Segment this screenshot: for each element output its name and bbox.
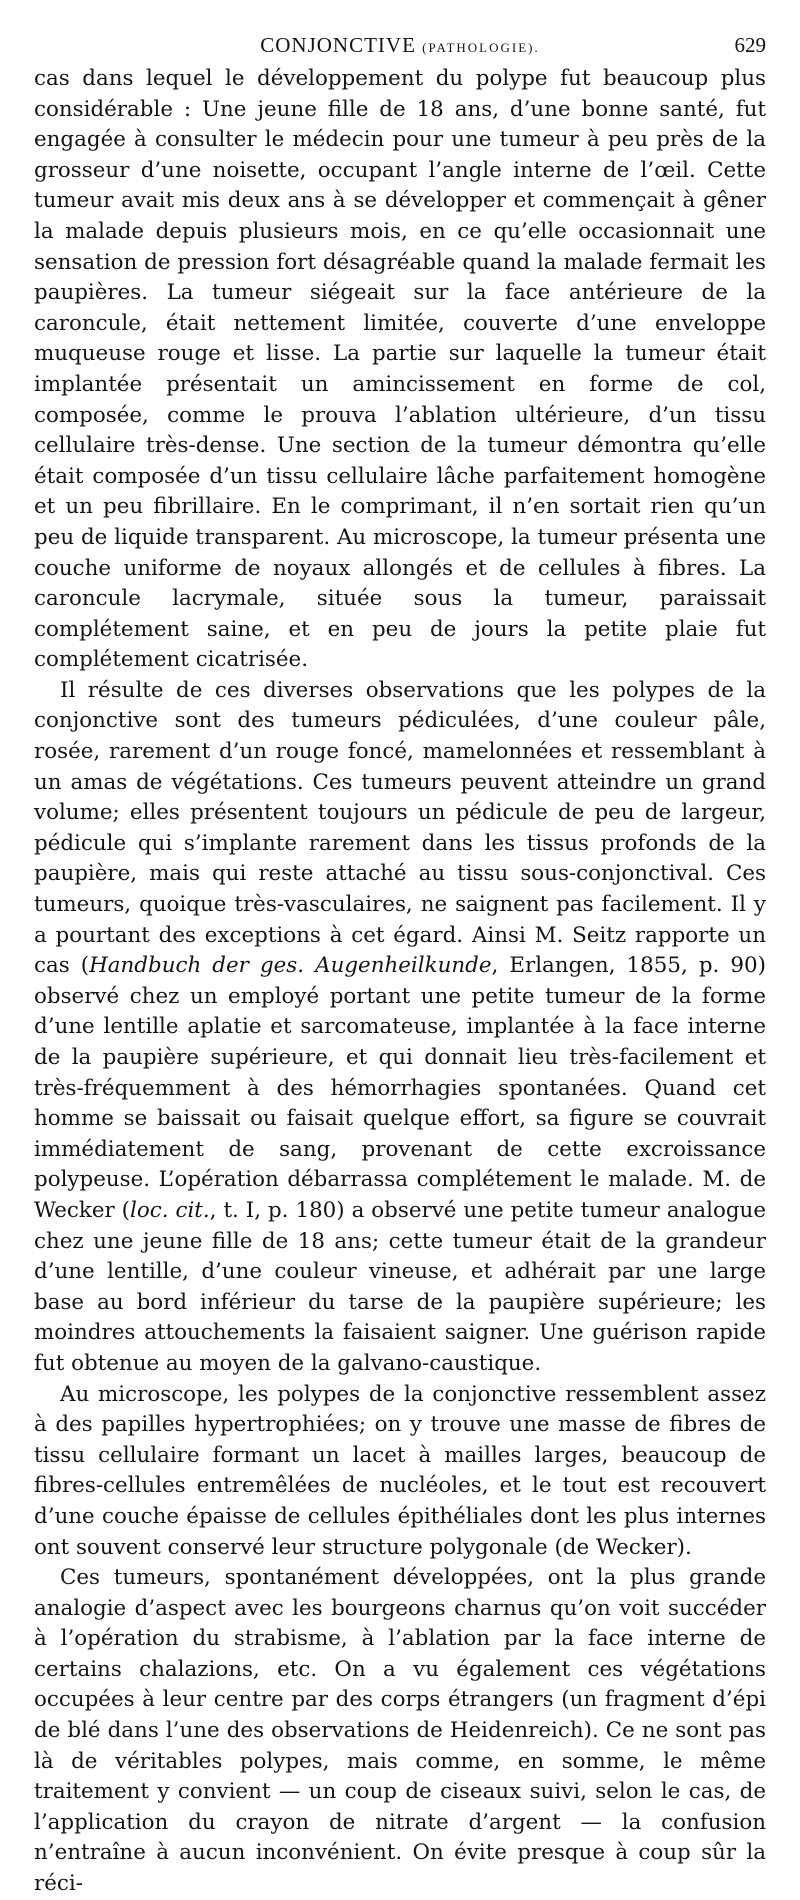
text-run: Ces tumeurs, spontanément développées, ont la plus grande analogie d’aspect avec les bourgeons charnus qu’on voit succéder à l’opération du strabisme, à l’ablation par la face interne de certains chalazions, etc. On a vu également ces végétations occupées à leur centre par des corps étrangers (un fragment d’épi de blé dans l’une des observations de Heidenreich). Ce ne sont pas là de véritables polypes, mais comme, en somme, le même traitement y convient — un coup de ciseaux suivi, selon le cas, de l’application du crayon de nitrate d’argent — la confusion n’entraîne à aucun inconvénient. On évite presque à coup sûr la réci- (34, 1565, 766, 1897)
paragraph-3 (34, 1380, 766, 1564)
body-text (34, 64, 766, 1900)
paragraph-1 (34, 64, 766, 676)
running-head (34, 26, 766, 64)
page-number: 629 (734, 33, 766, 57)
text-run: Au microscope, les polypes de la conjonctive ressemblent assez à des papilles hypertrophiées; on y trouve une masse de fibres de tissu cellulaire formant un lacet à mailles larges, beaucoup de fibres-cellules entremêlées de nucléoles, et le tout est recouvert d’une couche épaisse de cellules épithéliales dont les plus internes ont souvent conservé leur structure polygonale (de Wecker). (34, 1381, 766, 1560)
text-run: cas dans lequel le développement du polype fut beaucoup plus considérable : Une jeune fille de 18 ans, d’une bonne santé, fut engagée à consulter le médecin pour une tumeur à peu près de la grosseur d’une noisette, occupant l’angle interne de l’œil. Cette tumeur avait mis deux ans à se développer et commençait à gêner la malade depuis plusieurs mois, en ce qu’elle occasionnait une sensation de pression fort désagréable quand la malade fermait les paupières. La tumeur siégeait sur la face antérieure de la caroncule, était nettement limitée, couverte d’une enveloppe muqueuse rouge et lisse. La partie sur laquelle la tumeur était implantée présentait un amincissement en forme de col, composée, comme le prouva l’ablation ultérieure, d’un tissu cellulaire très-dense. Une section de la tumeur démontra qu’elle était composée d’un tissu cellulaire lâche parfaitement homogène et un peu fibrillaire. En le comprimant, il n’en sortait rien qu’un peu de liquide transparent. Au microscope, la tumeur présenta une couche uniforme de noyaux allongés et de cellules à fibres. La caroncule lacrymale, située sous la tumeur, paraissait complétement saine, et en peu de jours la petite plaie fut complétement cicatrisée. (34, 66, 766, 673)
running-section: (PATHOLOGIE). (422, 40, 540, 55)
text-run: , t. I, p. 180) a observé une petite tumeur analogue chez une jeune fille de 18 ans; cette tumeur était de la grandeur d’une lentille, d’une couleur vineuse, et adhérait par une large base au bord inférieur du tarse de la paupière supérieure; les moindres attouchements la faisaient saigner. Une guérison rapide fut obtenue au moyen de la galvano-caustique. (34, 1197, 766, 1376)
italic-citation: loc. cit. (130, 1197, 210, 1223)
running-title: CONJONCTIVE (260, 33, 416, 57)
paragraph-4 (34, 1563, 766, 1900)
text-run: , Erlangen, 1855, p. 90) observé chez un employé portant une petite tumeur de la forme d’une lentille aplatie et sarcomateuse, implantée à la face interne de la paupière supérieure, et qui donnait lieu très-facilement et très-fréquemment à des hémorrhagies spontanées. Quand cet homme se baissait ou faisait quelque effort, sa figure se couvrait immédiatement de sang, provenant de cette excroissance polypeuse. L’opération débarrassa complétement le malade. M. de Wecker ( (34, 953, 766, 1223)
paragraph-2 (34, 676, 766, 1380)
running-title-wrap (260, 26, 540, 67)
text-run: Il résulte de ces diverses observations que les polypes de la conjonctive sont des tumeurs pédiculées, d’une couleur pâle, rosée, rarement d’un rouge foncé, mamelonnées et ressemblant à un amas de végétations. Ces tumeurs peuvent atteindre un grand volume; elles présentent toujours un pédicule de peu de largeur, pédicule qui s’implante rarement dans les tissus profonds de la paupière, mais qui reste attaché au tissu sous-conjonctival. Ces tumeurs, quoique très-vasculaires, ne saignent pas facilement. Il y a pourtant des exceptions à cet égard. Ainsi M. Seitz rapporte un cas ( (34, 677, 766, 979)
italic-citation: Handbuch der ges. Augenheilkunde (89, 953, 492, 979)
